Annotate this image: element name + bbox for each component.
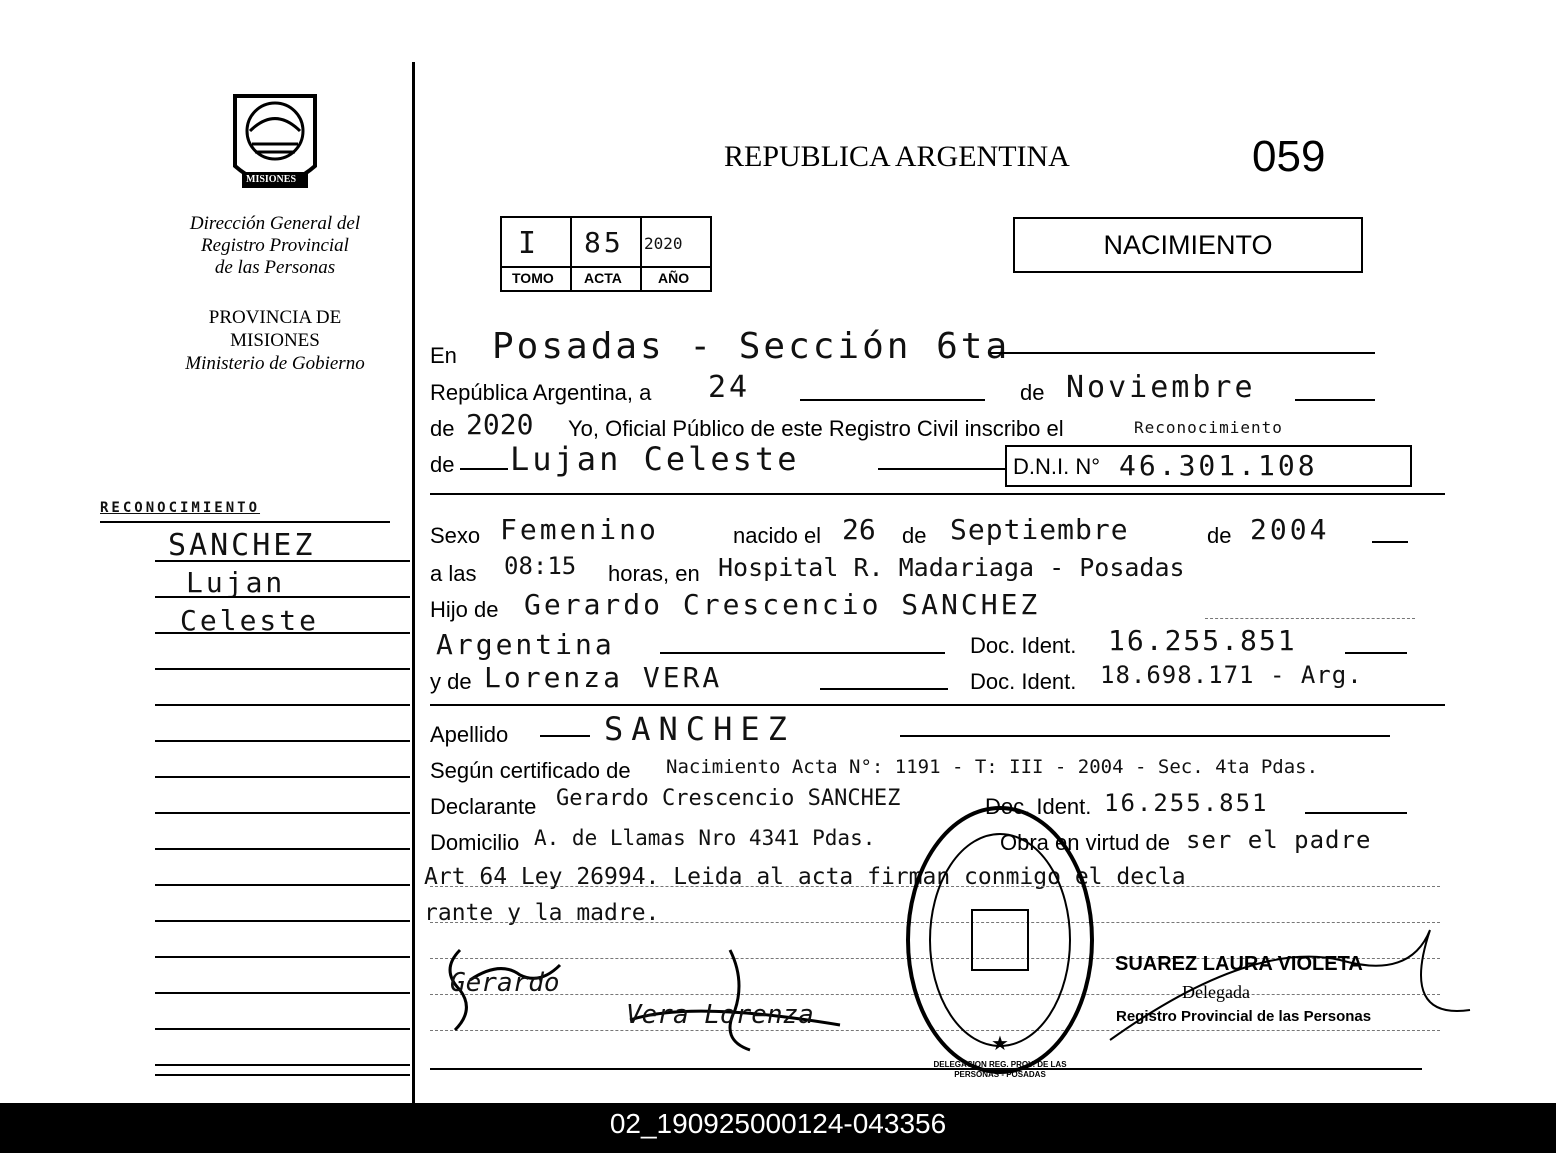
margin-note-title: RECONOCIMIENTO (100, 500, 261, 516)
province-block (160, 306, 390, 375)
birth-year-prefix: de (1207, 523, 1232, 548)
father-nationality-value: Argentina (436, 628, 615, 661)
birth-year-value: 2004 (1250, 513, 1330, 546)
record-type: NACIMIENTO (1103, 230, 1273, 260)
acta-value: 85 (584, 226, 624, 259)
registry-divider (570, 218, 572, 290)
place-value: Posadas - Sección 6ta (492, 326, 1011, 367)
sidebar-line (155, 992, 410, 994)
form-divider (430, 493, 1445, 495)
declarante-doc-line (1305, 812, 1407, 814)
cert-value: Nacimiento Acta N°: 1191 - T: III - 2004 - Sec. 4ta Pdas. (666, 756, 1319, 778)
sidebar-line (155, 1074, 410, 1076)
year-prefix: de (430, 416, 455, 441)
sidebar-line (155, 632, 410, 634)
signature-1-text: Gerardo (450, 968, 560, 998)
sidebar-line (155, 596, 410, 598)
sidebar-line (155, 668, 410, 670)
ministry-name: Ministerio de Gobierno (185, 353, 365, 374)
record-type-box (1013, 217, 1363, 273)
official-role: Delegada (1182, 982, 1250, 1002)
dni-box (1005, 445, 1412, 487)
father-doc-value: 16.255.851 (1108, 624, 1297, 657)
horas-label: horas, en (608, 561, 700, 586)
vertical-divider (412, 62, 415, 1105)
form-number: 059 (1252, 132, 1326, 181)
sexo-value: Femenino (500, 513, 659, 546)
registry-box (500, 216, 712, 292)
institution-line-1: Dirección General del (189, 213, 361, 234)
father-doc-line (1345, 652, 1407, 654)
tomo-value: I (518, 226, 540, 261)
anio-label: AÑO (658, 270, 690, 286)
margin-note-surname: SANCHEZ (168, 528, 316, 563)
stamp-text: DELEGACION REG. PROV. DE LAS PERSONAS - POSADAS (933, 1060, 1067, 1079)
domicilio-value: A. de Llamas Nro 4341 Pdas. (534, 826, 876, 850)
nacido-label: nacido el (733, 523, 822, 548)
officer-text: Yo, Oficial Público de este Registro Civil inscribo el (568, 416, 1064, 441)
sidebar-line (155, 1064, 410, 1066)
child-line-b (878, 468, 1006, 470)
child-line-a (460, 468, 508, 470)
mother-doc-value: 18.698.171 - Arg. (1100, 661, 1363, 689)
hour-value: 08:15 (504, 552, 577, 580)
dni-label: D.N.I. N° (1013, 454, 1101, 479)
obra-label: Obra en virtud de (1000, 830, 1170, 855)
year-value: 2020 (466, 408, 534, 441)
surname-value: SANCHEZ (604, 710, 795, 748)
sidebar-line (155, 848, 410, 850)
birth-day-value: 26 (842, 513, 876, 546)
declarante-label: Declarante (430, 794, 537, 819)
mother-doc-label: Doc. Ident. (970, 669, 1077, 694)
sidebar-line (155, 884, 410, 886)
sidebar-line (155, 776, 410, 778)
svg-text:★: ★ (991, 1031, 1009, 1055)
anio-value: 2020 (644, 234, 683, 253)
father-line (1205, 618, 1415, 619)
official-stamp (900, 800, 1100, 1080)
sidebar-line (155, 1028, 410, 1030)
day-value: 24 (708, 370, 751, 405)
month-line (1295, 399, 1375, 401)
sidebar-line (155, 812, 410, 814)
dni-value: 46.301.108 (1119, 449, 1318, 482)
domicilio-label: Domicilio (430, 830, 520, 855)
cert-label: Según certificado de (430, 758, 631, 783)
provincial-seal (220, 86, 330, 204)
day-line (800, 399, 985, 401)
institution-name (160, 213, 390, 279)
note-line-2: rante y la madre. (424, 900, 660, 926)
province-line-1: PROVINCIA DE (208, 307, 342, 328)
document-id: 02_190925000124-043356 (609, 1108, 947, 1139)
father-name-value: Gerardo Crescencio SANCHEZ (524, 588, 1041, 621)
form-divider (430, 704, 1445, 706)
mother-line (820, 688, 948, 690)
sexo-label: Sexo (430, 523, 481, 548)
tomo-label: TOMO (512, 270, 554, 286)
nationality-line (660, 652, 945, 654)
month-prefix: de (1020, 380, 1045, 405)
birth-month-value: Septiembre (950, 513, 1129, 546)
sidebar-line (155, 740, 410, 742)
declarante-doc-value: 16.255.851 (1104, 789, 1269, 817)
official-office: Registro Provincial de las Personas (1116, 1008, 1372, 1025)
declarante-doc-label: Doc. Ident. (985, 794, 1092, 819)
institution-line-3: de las Personas (214, 257, 336, 278)
country-title: REPUBLICA ARGENTINA (724, 140, 1070, 173)
margin-note-name2: Celeste (180, 604, 320, 637)
month-value: Noviembre (1066, 370, 1256, 405)
place-line (990, 352, 1375, 354)
mother-name-value: Lorenza VERA (484, 661, 723, 694)
act-type-value: Reconocimiento (1134, 418, 1283, 437)
child-name-value: Lujan Celeste (510, 440, 800, 478)
sidebar-line (155, 560, 410, 562)
seal-label: MISIONES (246, 174, 297, 185)
obra-value: ser el padre (1186, 826, 1372, 854)
republic-label: República Argentina, a (430, 380, 652, 405)
yde-label: y de (430, 669, 472, 694)
note-line-1: Art 64 Ley 26994. Leida al acta firman conmigo el decla (424, 864, 1186, 890)
birth-year-line (1372, 541, 1408, 543)
registry-divider (640, 218, 642, 290)
margin-note-name1: Lujan (186, 566, 286, 599)
alas-label: a las (430, 561, 477, 586)
father-doc-label: Doc. Ident. (970, 633, 1077, 658)
signature-2-text: Vera Lorenza (626, 1000, 814, 1030)
apellido-line-a (540, 735, 590, 737)
acta-label: ACTA (584, 270, 622, 286)
registry-divider-h (502, 266, 710, 268)
apellido-label: Apellido (430, 722, 509, 747)
sidebar-line (155, 956, 410, 958)
province-line-2: MISIONES (230, 330, 320, 351)
en-label: En (430, 343, 457, 368)
declarante-value: Gerardo Crescencio SANCHEZ (556, 786, 901, 811)
birth-month-prefix: de (902, 523, 927, 548)
birth-place-value: Hospital R. Madariaga - Posadas (718, 553, 1185, 582)
sidebar-line (100, 521, 390, 523)
apellido-line-b (900, 735, 1390, 737)
official-name: SUAREZ LAURA VIOLETA (1115, 953, 1363, 975)
sidebar-line (155, 704, 410, 706)
institution-line-2: Registro Provincial (201, 235, 349, 256)
hijo-label: Hijo de (430, 597, 499, 622)
child-prefix: de (430, 452, 455, 477)
sidebar-line (155, 920, 410, 922)
